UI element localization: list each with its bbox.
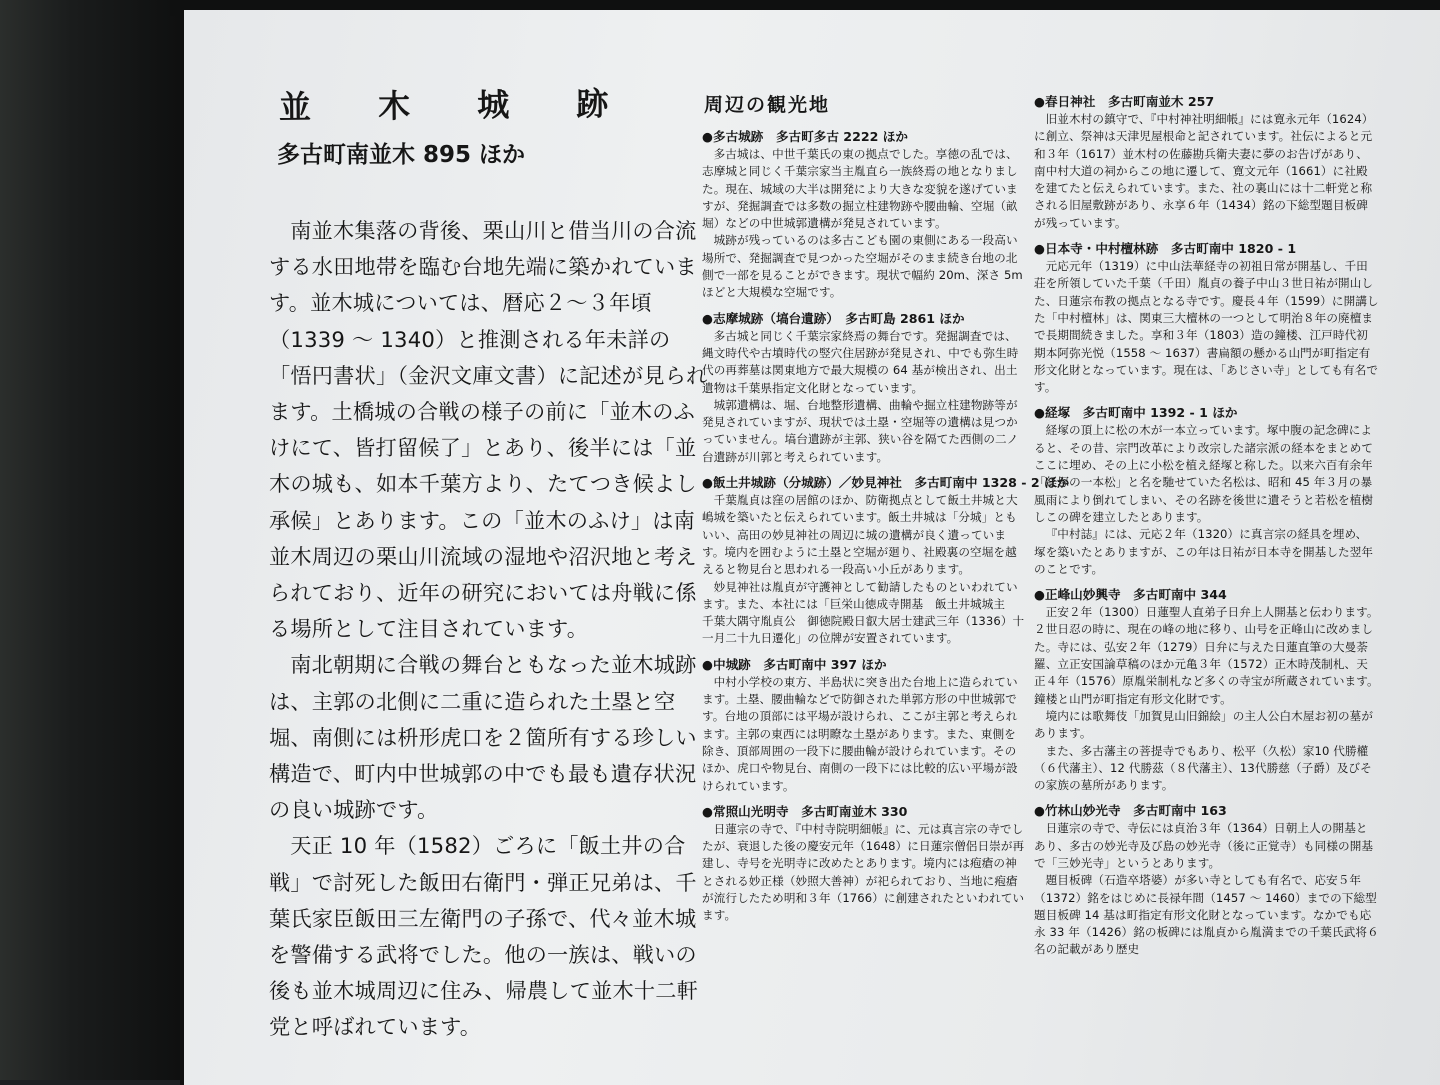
sight-entry [702, 474, 1070, 648]
sight-paragraph: 経塚の頂上に松の木が一本立っています。塚中腹の記念碑によると、その昔、宗門改革により改宗した諸宗派の経本をまとめてここに埋め、その上に小松を植え経塚と称した。以来六百有余年「経塚の一本松」と名を馳せていた名松は、昭和 45 年３月の暴風雨により倒れてしまい、その名跡を後世に遺そうと若松を植樹しこの碑を建立したとあります。 [1034, 423, 1374, 524]
main-paragraph: 南並木集落の背後、栗山川と借当川の合流する水田地帯を臨む台地先端に築かれています。並木城については、暦応２～３年頃（1339 ～ 1340）と推測される年未詳の「悟円書状」（金沢文庫文書）に記述が見られます。土橋城の合戦の様子の前に「並木のふけにて、皆打留候了」とあり、後半には「並木の城も、如本千葉方より、たてつき候よし承候」とあります。この「並木のふけ」は南並木周辺の栗山川流域の湿地や沼沢地と考えられており、近年の研究においては舟戦に係る場所として注目されています。 [269, 218, 708, 642]
sight-entry [1034, 802, 1379, 958]
sign-board [180, 10, 1440, 1085]
sight-paragraph: 中村小学校の東方、半島状に突き出た台地上に造られています。土塁、腰曲輪などで防御された単郭方形の中世城郭です。台地の頂部には平場が設けられ、ここが主郭と考えられます。主郭の東西には明瞭な土塁があります。また、東側を除き、頂部周囲の一段下に腰曲輪が設けられています。そのほか、虎口や物見台、南側の一段下には比較的広い平場が設けられています。 [702, 674, 1018, 793]
sight-entry-title: ●常照山光明寺 多古町南並木 330 [702, 803, 908, 819]
sight-entry-title: ●日本寺・中村檀林跡 多古町南中 1820 - 1 [1034, 241, 1297, 257]
sight-paragraph: 『中村誌』には、元応２年（1320）に真言宗の経具を埋め、塚を築いたとありますが、この年は日祐が日本寺を開基した翌年のことです。 [1034, 527, 1374, 576]
sight-paragraph: 妙見神社は胤貞が守護神として勧請したものといわれています。また、本社には「巨栄山徳成寺開基 飯土井城城主 千葉大隅守胤貞公 御徳院殿日叡大居士建武三年（1336）十一月二十九日遷化」の位牌が安置されています。 [702, 579, 1025, 646]
sight-entry [702, 656, 1027, 795]
sight-paragraph: 日蓮宗の寺で、『中村寺院明細帳』に、元は真言宗の寺でしたが、衰退した後の慶安元年（1648）に日蓮宗僧侶日崇が再建し、寺号を光明寺に改めたとあります。境内には疱瘡の神とされる妙正様（妙照大善神）が祀られており、当地に疱瘡が流行したため明和３年（1766）に創建されたといわれています。 [702, 821, 1025, 923]
sight-paragraph: また、多古藩主の菩提寺でもあり、松平（久松）家10 代勝權（６代藩主）、12 代勝茲（８代藩主）、13代勝慈（子爵）及びその家族の墓所があります。 [1034, 743, 1372, 793]
sight-entry-title: ●中城跡 多古町南中 397 ほか [702, 656, 887, 672]
main-article [269, 80, 709, 1046]
sight-paragraph: 題目板碑（石造卒塔婆）が多い寺としても有名で、応安５年（1372）銘をはじめに長禄年間（1457 ～ 1460）までの下総型題目板碑 14 基は町指定有形文化財となっています。なかでも応永 33 年（1426）銘の板碑には胤貞から胤満までの千葉氏武将６名の記載があり歴史 [1034, 873, 1379, 957]
sign-frame-left [0, 0, 180, 1080]
sight-entry [702, 128, 1027, 302]
sight-paragraph: 城郭遺構は、堀、台地整形遺構、曲輪や掘立柱建物跡等が発見されていますが、現状では土塁・空堀等の遺構は見つかっていません。塙台遺跡が主郭、狭い谷を隔てた西側の二ノ台遺跡が川郭と考えられています。 [702, 397, 1019, 464]
main-title: 並 木 城 跡 [278, 84, 637, 127]
sight-paragraph: 千葉胤貞は窪の居館のほか、防衛拠点として飯土井城と大嶋城を築いたと伝えられています。飯土井城は「分城」ともいい、高田の妙見神社の周辺に城の遺構が良く遺っています。境内を囲むように土塁と空堀が廻り、社殿裏の空堀を越えると物見台と思われる一段高い小丘があります。 [702, 493, 1018, 577]
sight-entry-text [702, 674, 1027, 795]
sight-entry [1034, 586, 1379, 794]
sight-entry-title: ●春日神社 多古町南並木 257 [1034, 94, 1215, 109]
main-paragraph: 南北朝期に合戦の舞台ともなった並木城跡は、主郭の北側に二重に造られた土塁と空堀、南側には枡形虎口を２箇所有する珍しい構造で、町内中世城郭の中でも最も遺存状況の良い城跡です。 [269, 652, 697, 823]
sight-entry-text [1034, 422, 1379, 578]
sight-entry [1034, 93, 1379, 232]
sight-paragraph: 旧並木村の鎮守で、『中村神社明細帳』には寛永元年（1624）に創立、祭神は天津児屋根命と記されています。社伝によると元和３年（1617）並木村の佐藤勘兵衛夫妻に夢のお告げがあり、南中村大道の祠からこの地に遷して、寛文元年（1661）に社殿を建てたと伝えられています。また、社の裏山には十二軒党と称される旧屋敷跡があり、永享６年（1434）銘の下総型題目板碑が残っています。 [1034, 112, 1374, 230]
sight-entry-text [702, 328, 1027, 466]
sight-entry-text [702, 146, 1027, 302]
sight-paragraph: 城跡が残っているのは多古こども園の東側にある一段高い場所で、発掘調査で見つかった空堀がそのまま続き台地の北側で一部を見ることができます。現状で幅約 20m、深さ 5m ほどと大規模な空堀です。 [702, 233, 1023, 300]
sight-entry-text [702, 492, 1027, 648]
sight-entry-text [1034, 111, 1379, 232]
main-body [269, 213, 709, 1046]
sight-entry-title: ●飯土井城跡（分城跡）／妙見神社 多古町南中 1328 - 2 ほか [702, 475, 1070, 491]
sight-entry-text [1034, 604, 1379, 794]
sight-entry [702, 310, 1027, 466]
sight-entry-title: ●正峰山妙興寺 多古町南中 344 [1034, 587, 1227, 603]
sight-entry-text [702, 821, 1027, 925]
sight-paragraph: 元応元年（1319）に中山法華経寺の初祖日常が開基し、千田荘を所領していた千葉（千田）胤貞の養子中山３世日祐が開山した、日蓮宗布教の拠点となる寺です。慶長４年（1599）に開講した「中村檀林」は、関東三大檀林の一つとして明治８年の廃檀まで長期間続きました。享和３年（1803）造の鐘楼、江戸時代初期本阿弥光悦（1558 ～ 1637）書扁額の懸かる山門が町指定有形文化財となっています。現在は、「あじさい寺」としても有名です。 [1034, 259, 1379, 395]
sight-paragraph: 日蓮宗の寺で、寺伝には貞治３年（1364）日朝上人の開基とあり、多古の妙光寺及び島の妙光寺（後に正覚寺）も同様の開基で「三妙光寺」というとあります。 [1034, 821, 1374, 870]
sight-entry-text [1034, 258, 1379, 396]
sight-paragraph: 多古城は、中世千葉氏の東の拠点でした。享徳の乱では、志摩城と同じく千葉宗家当主胤直ら一族終焉の地となりました。現在、城域の大半は開発により大きな変貌を遂げていますが、発掘調査では多数の掘立柱建物跡や腰曲輪、空堀（畝堀）などの中世城郭遺構が発見されています。 [702, 147, 1018, 231]
sight-paragraph: 正安２年（1300）日蓮聖人直弟子日弁上人開基と伝わります。２世日忍の時に、現在の峰の地に移り、山号を正峰山に改めました。寺には、弘安２年（1279）日弁に与えた日蓮直筆の大曼荼羅、立正安国論草稿のほか元亀３年（1572）正木時茂制札、天正４年（1576）原胤栄制札など多くの寺宝が所蔵されています。鐘楼と山門が町指定有形文化財です。 [1034, 605, 1379, 706]
sight-entry-title: ●多古城跡 多古町多古 2222 ほか [702, 129, 908, 144]
sight-entry-text [1034, 820, 1379, 958]
sight-entry [1034, 404, 1379, 578]
sight-entry [1034, 240, 1379, 396]
main-address: 多古町南並木 895 ほか [277, 142, 526, 168]
sight-paragraph: 境内には歌舞伎「加賀見山旧錦絵」の主人公白木屋お初の墓があります。 [1034, 708, 1374, 741]
sight-entry-title: ●経塚 多古町南中 1392 - 1 ほか [1034, 405, 1238, 421]
sightseeing-column-middle [702, 128, 1070, 933]
sight-entry-title: ●竹林山妙光寺 多古町南中 163 [1034, 803, 1227, 819]
sightseeing-column-right [1034, 93, 1379, 967]
sight-entry [702, 803, 1027, 925]
sight-paragraph: 多古城と同じく千葉宗家終焉の舞台です。発掘調査では、縄文時代や古墳時代の竪穴住居跡が発見され、中でも弥生時代の再葬墓は関東地方で最大規模の 64 基が検出され、出土遺物は千葉県指定文化財となっています。 [702, 328, 1019, 395]
main-paragraph: 天正 10 年（1582）ごろに「飯土井の合戦」で討死した飯田右衛門・弾正兄弟は、千葉氏家臣飯田三左衛門の子孫で、代々並木城を警備する武将でした。他の一族は、戦いの後も並木城周辺に住み、帰農して並木十二軒党と呼ばれています。 [269, 833, 699, 1040]
sightseeing-header: 周辺の観光地 [704, 94, 831, 116]
sight-entry-title: ●志摩城跡（塙台遺跡） 多古町島 2861 ほか [702, 310, 965, 326]
